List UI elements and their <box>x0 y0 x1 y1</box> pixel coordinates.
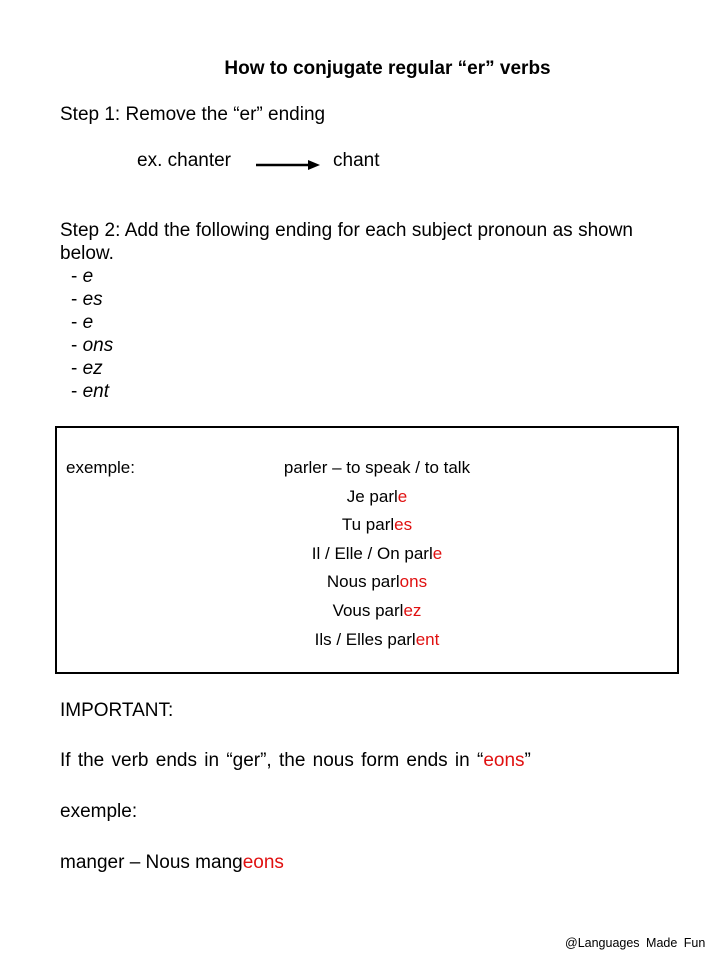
credit-text: @Languages Made Fun <box>565 936 706 950</box>
step1-text: Step 1: Remove the “er” ending <box>60 104 326 125</box>
ending-item: - ez <box>71 358 103 379</box>
ger-example: manger – Nous mangeons <box>60 852 284 873</box>
conjugation-row: Tu parles <box>341 515 413 535</box>
important-heading: IMPORTANT: <box>60 700 174 721</box>
conjugation-row: Il / Elle / On parle <box>311 543 443 563</box>
conjugation-row: Vous parlez <box>332 600 422 620</box>
ending-item: - ons <box>71 335 114 356</box>
step1-example-result: chant <box>333 150 380 171</box>
endings-list <box>71 265 113 403</box>
conjugation-row: Ils / Elles parlent <box>314 629 440 649</box>
conjugation-row: Je parle <box>346 486 408 506</box>
ending-item: - ent <box>71 381 110 402</box>
ending-item: - es <box>71 289 103 310</box>
page-title: How to conjugate regular “er” verbs <box>224 58 551 79</box>
verb-definition: parler – to speak / to talk <box>283 458 471 477</box>
ger-example-label: exemple: <box>60 801 138 822</box>
ger-rule-text: If the verb ends in “ger”, the nous form ends in “eons” <box>60 750 531 771</box>
conjugation-row: Nous parlons <box>326 572 428 592</box>
step1-example-verb: ex. chanter <box>137 150 231 171</box>
arrow-right-icon <box>256 158 320 172</box>
example-box <box>55 426 679 674</box>
step2-text: Step 2: Add the following ending for each subject pronoun as shown below. <box>60 220 633 264</box>
ending-item: - e <box>71 266 94 287</box>
conjugation-list <box>57 458 697 658</box>
ending-item: - e <box>71 312 94 333</box>
example-label: exemple: <box>66 458 135 477</box>
